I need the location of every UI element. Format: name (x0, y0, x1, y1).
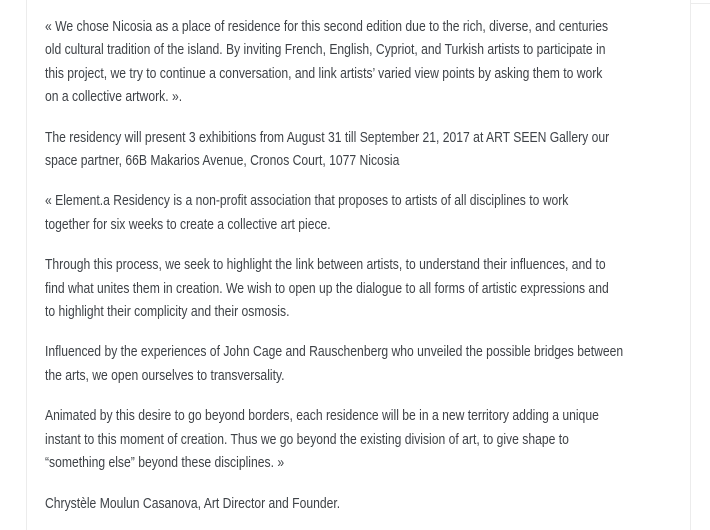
paragraph (45, 340, 685, 387)
paragraph (45, 15, 685, 109)
paragraph (45, 126, 685, 173)
paragraph (45, 404, 685, 474)
paragraph-line: find what unites them in creation. We wish to open up the dialogue to all forms of artistic expressions and (45, 279, 609, 297)
content-column (26, 0, 691, 530)
paragraph-line: The residency will present 3 exhibitions from August 31 till September 21, 2017 at ART SEEN Gallery our (45, 128, 610, 146)
paragraph-line: Through this process, we seek to highlight the link between artists, to understand their influences, and to (45, 256, 606, 274)
paragraph-line: Animated by this desire to go beyond borders, each residence will be in a new territory adding a unique (45, 407, 599, 425)
top-right-divider (691, 3, 710, 4)
paragraph (45, 253, 685, 323)
paragraph-line: on a collective artwork. ». (45, 88, 183, 106)
paragraph-line: « We chose Nicosia as a place of residence for this second edition due to the rich, diverse, and centuries (45, 18, 609, 35)
paragraph-line: space partner, 66B Makarios Avenue, Cronos Court, 1077 Nicosia (45, 152, 400, 170)
article (27, 0, 690, 515)
paragraph-line: Influenced by the experiences of John Cage and Rauschenberg who unveiled the possible bridges between (45, 343, 624, 361)
paragraph-line: Chrystèle Moulun Casanova, Art Director and Founder. (45, 494, 341, 512)
article-text (45, 15, 685, 515)
paragraph-line: together for six weeks to create a collective art piece. (45, 215, 331, 233)
paragraph (45, 492, 685, 515)
paragraph-line: to highlight their complicity and their osmosis. (45, 303, 290, 321)
paragraph-line: this project, we try to continue a conversation, and link artists’ varied view points by asking them to work (45, 64, 603, 82)
paragraph-line: « Element.a Residency is a non-profit association that proposes to artists of all disciplines to work (45, 192, 569, 210)
paragraph-line: the arts, we open ourselves to transversality. (45, 366, 285, 384)
paragraph (45, 189, 685, 236)
paragraph-line: “something else” beyond these disciplines. » (45, 454, 285, 472)
paragraph-line: instant to this moment of creation. Thus we go beyond the existing division of art, to give shape to (45, 430, 569, 448)
paragraph-line: old cultural tradition of the island. By inviting French, English, Cypriot, and Turkish artists to participate in (45, 41, 606, 59)
